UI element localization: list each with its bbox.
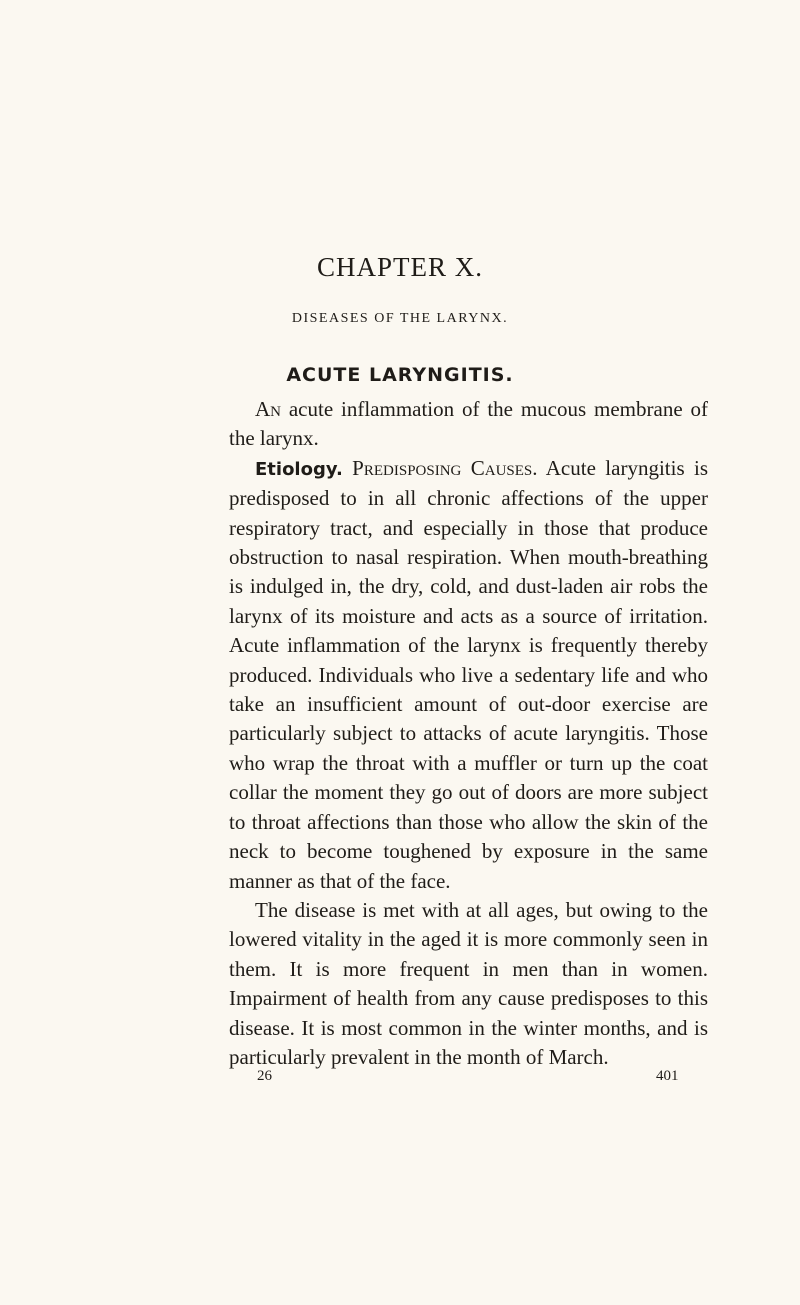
chapter-heading: CHAPTER X. [316, 252, 483, 282]
paragraph-etiology [229, 454, 708, 896]
paragraph-age-incidence: The disease is met with at all ages, but owing to the lowered vitality in the aged it is more commonly seen in them. It is more frequent in men than in women. Impairment of health from any cause predisposes to this disease. It is most common in the winter months, and is particularly prevalent in the month of March. [229, 897, 708, 1069]
page-number: 401 [656, 1068, 679, 1084]
paragraph-definition [229, 395, 708, 454]
etiology-label: Etiology. [255, 458, 343, 480]
paragraph-definition-text: acute inflammation of the mucous membrane of the larynx. [229, 397, 708, 451]
predisposing-causes-subhead: Predisposing Causes. [352, 455, 538, 480]
subsection-heading: ACUTE LARYNGITIS. [286, 364, 514, 386]
section-heading: DISEASES OF THE LARYNX. [291, 311, 509, 326]
paragraph-lead-word: An [255, 397, 281, 421]
body-text [229, 395, 708, 1072]
signature-mark: 26 [257, 1068, 272, 1084]
paragraph-etiology-text: Acute laryngitis is predisposed to in all chronic affections of the upper respiratory tract, and especially in those that produce obstruction to nasal respiration. When mouth-breathing is indulged in, the dry, cold, and dust-laden air robs the larynx of its moisture and acts as a source of irritation. Acute inflammation of the larynx is frequently thereby produced. Individuals who live a sedentary life and who take an insufficient amount of out-door exercise are particularly subject to attacks of acute laryngitis. Those who wrap the throat with a muffler or turn up the coat collar the moment they go out of doors are more subject to throat affections than those who allow the skin of the neck to become toughened by exposure in the same manner as that of the face. [229, 455, 709, 893]
